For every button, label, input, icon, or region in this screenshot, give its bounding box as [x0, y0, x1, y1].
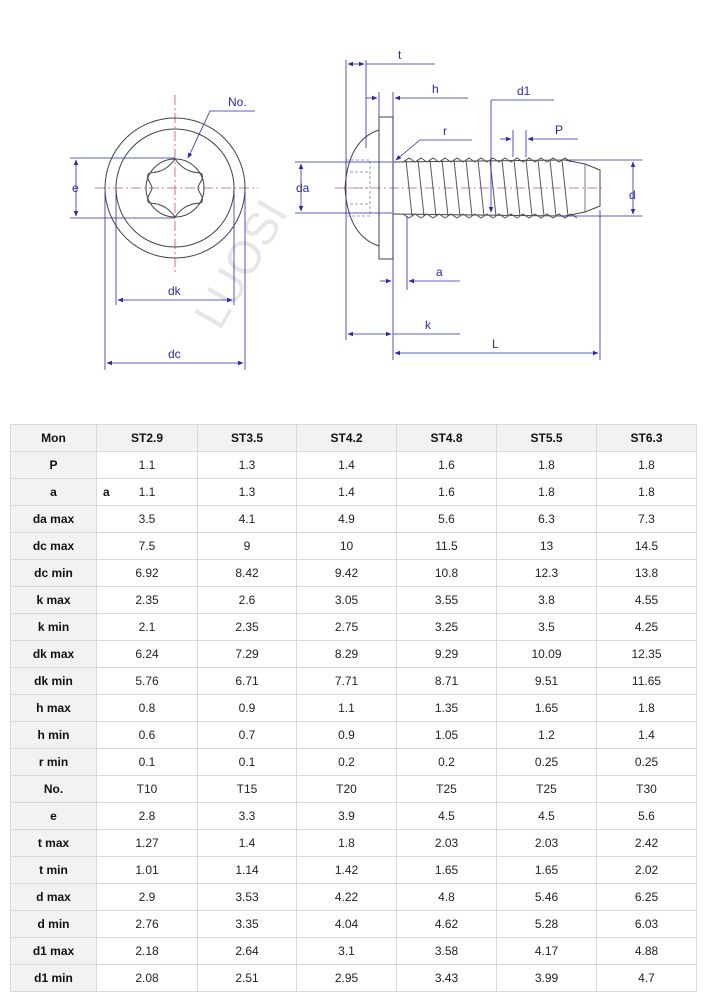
table-row: [11, 749, 697, 776]
table-body: [11, 452, 697, 992]
table-cell: 2.76: [97, 911, 198, 938]
table-cell: 10.09: [497, 641, 597, 668]
table-cell: 5.76: [97, 668, 198, 695]
label-e: e: [72, 181, 79, 195]
spec-table: [10, 424, 697, 992]
table-cell: 9.29: [397, 641, 497, 668]
table-cell: 4.55: [597, 587, 697, 614]
table-cell: 1.35: [397, 695, 497, 722]
table-cell: 2.1: [97, 614, 198, 641]
table-row: [11, 587, 697, 614]
table-row: [11, 911, 697, 938]
row-label: dc max: [11, 533, 97, 560]
label-k: k: [425, 318, 431, 332]
table-cell: 4.62: [397, 911, 497, 938]
label-dk: dk: [168, 284, 181, 298]
table-cell: 12.3: [497, 560, 597, 587]
table-cell: 11.65: [597, 668, 697, 695]
table-cell: 4.25: [597, 614, 697, 641]
table-cell: 1.4: [297, 452, 397, 479]
table-row: [11, 614, 697, 641]
table-cell: 3.58: [397, 938, 497, 965]
table-header-row: [11, 425, 697, 452]
cell-value: 1.1: [138, 485, 156, 499]
table-cell: 1.27: [97, 830, 198, 857]
table-cell: 6.92: [97, 560, 198, 587]
table-cell: 1.4: [597, 722, 697, 749]
label-a: a: [436, 265, 443, 279]
table-cell: 8.42: [198, 560, 297, 587]
table-cell: 13: [497, 533, 597, 560]
side-view: [295, 48, 642, 360]
table-cell: 3.99: [497, 965, 597, 992]
table-cell: 1.6: [397, 452, 497, 479]
table-cell: 0.6: [97, 722, 198, 749]
table-cell: 7.71: [297, 668, 397, 695]
table-cell: 2.03: [397, 830, 497, 857]
header-cell: ST2.9: [97, 425, 198, 452]
table-row: [11, 560, 697, 587]
table-cell: [97, 479, 198, 506]
table-cell: 0.7: [198, 722, 297, 749]
label-dc: dc: [168, 347, 181, 361]
table-cell: T15: [198, 776, 297, 803]
table-cell: 7.29: [198, 641, 297, 668]
table-cell: 1.65: [497, 695, 597, 722]
row-label: h max: [11, 695, 97, 722]
table-cell: 12.35: [597, 641, 697, 668]
table-cell: 1.6: [397, 479, 497, 506]
table-row: [11, 641, 697, 668]
row-label: t min: [11, 857, 97, 884]
table-cell: T25: [397, 776, 497, 803]
table-cell: 6.24: [97, 641, 198, 668]
table-row: [11, 695, 697, 722]
table-cell: 1.1: [97, 452, 198, 479]
table-cell: 7.3: [597, 506, 697, 533]
table-cell: 1.3: [198, 452, 297, 479]
cell-wrapper: [97, 485, 197, 499]
header-cell: ST4.8: [397, 425, 497, 452]
table-cell: 8.71: [397, 668, 497, 695]
table-cell: 3.05: [297, 587, 397, 614]
table-cell: 9.42: [297, 560, 397, 587]
table-cell: 6.25: [597, 884, 697, 911]
table-cell: 6.71: [198, 668, 297, 695]
table-cell: 3.53: [198, 884, 297, 911]
table-row: [11, 452, 697, 479]
table-cell: 9: [198, 533, 297, 560]
table-cell: 4.1: [198, 506, 297, 533]
table-cell: 3.5: [97, 506, 198, 533]
table-cell: 9.51: [497, 668, 597, 695]
table-row: [11, 965, 697, 992]
header-cell: ST5.5: [497, 425, 597, 452]
table-cell: 3.55: [397, 587, 497, 614]
table-cell: 1.3: [198, 479, 297, 506]
row-label: dc min: [11, 560, 97, 587]
table-cell: 1.8: [597, 479, 697, 506]
table-cell: 1.01: [97, 857, 198, 884]
table-cell: 1.05: [397, 722, 497, 749]
row-label: d1 min: [11, 965, 97, 992]
row-label: t max: [11, 830, 97, 857]
table-cell: 4.9: [297, 506, 397, 533]
table-cell: 3.1: [297, 938, 397, 965]
table-cell: 1.8: [597, 452, 697, 479]
table-cell: 0.8: [97, 695, 198, 722]
row-label: P: [11, 452, 97, 479]
row-label: da max: [11, 506, 97, 533]
table-cell: 2.03: [497, 830, 597, 857]
row-label: dk min: [11, 668, 97, 695]
label-P: P: [555, 123, 564, 137]
label-L: L: [492, 337, 499, 351]
header-cell: ST6.3: [597, 425, 697, 452]
table-cell: 4.5: [497, 803, 597, 830]
table-cell: 2.95: [297, 965, 397, 992]
table-cell: 10.8: [397, 560, 497, 587]
table-row: [11, 938, 697, 965]
table-cell: 0.9: [297, 722, 397, 749]
table-cell: 2.35: [97, 587, 198, 614]
table-cell: 4.5: [397, 803, 497, 830]
table-cell: 2.51: [198, 965, 297, 992]
row-label: No.: [11, 776, 97, 803]
table-cell: 8.29: [297, 641, 397, 668]
table-cell: 2.9: [97, 884, 198, 911]
table-cell: 0.1: [198, 749, 297, 776]
table-cell: 1.42: [297, 857, 397, 884]
table-cell: 4.7: [597, 965, 697, 992]
table-row: [11, 803, 697, 830]
table-cell: 1.4: [198, 830, 297, 857]
row-label: dk max: [11, 641, 97, 668]
stray-mark: a: [103, 485, 110, 499]
table-cell: 2.8: [97, 803, 198, 830]
table-cell: 3.35: [198, 911, 297, 938]
label-da: da: [296, 181, 310, 195]
table-cell: 7.5: [97, 533, 198, 560]
row-label: e: [11, 803, 97, 830]
watermark: LUOSI: [183, 191, 298, 337]
table-cell: 2.18: [97, 938, 198, 965]
table-cell: 4.17: [497, 938, 597, 965]
table-row: [11, 857, 697, 884]
table-cell: T25: [497, 776, 597, 803]
table-row: [11, 776, 697, 803]
table-row: [11, 884, 697, 911]
header-cell: ST4.2: [297, 425, 397, 452]
table-cell: 6.03: [597, 911, 697, 938]
table-cell: 1.8: [497, 479, 597, 506]
table-cell: 10: [297, 533, 397, 560]
table-cell: 5.6: [597, 803, 697, 830]
table-cell: 3.25: [397, 614, 497, 641]
table-cell: 2.75: [297, 614, 397, 641]
header-cell: ST3.5: [198, 425, 297, 452]
table-cell: 3.5: [497, 614, 597, 641]
label-t: t: [398, 48, 402, 62]
screw-dimension-drawing: [0, 0, 706, 400]
row-label: d max: [11, 884, 97, 911]
table-cell: 4.22: [297, 884, 397, 911]
table-cell: 0.2: [397, 749, 497, 776]
table-cell: 1.1: [297, 695, 397, 722]
table-cell: 1.65: [397, 857, 497, 884]
table-cell: 3.43: [397, 965, 497, 992]
row-label: r min: [11, 749, 97, 776]
table-cell: 4.8: [397, 884, 497, 911]
table-cell: 2.35: [198, 614, 297, 641]
row-label: k max: [11, 587, 97, 614]
table-cell: 1.8: [297, 830, 397, 857]
label-d: d: [629, 188, 636, 202]
table-cell: 11.5: [397, 533, 497, 560]
table-cell: 0.2: [297, 749, 397, 776]
table-cell: T30: [597, 776, 697, 803]
table-cell: 4.04: [297, 911, 397, 938]
table-cell: 2.42: [597, 830, 697, 857]
row-label: h min: [11, 722, 97, 749]
label-h: h: [432, 82, 439, 96]
table-cell: 1.65: [497, 857, 597, 884]
table-row: [11, 479, 697, 506]
header-cell: Mon: [11, 425, 97, 452]
table-cell: 4.88: [597, 938, 697, 965]
table-cell: 1.4: [297, 479, 397, 506]
table-cell: 5.6: [397, 506, 497, 533]
table-cell: 0.25: [497, 749, 597, 776]
row-label: d min: [11, 911, 97, 938]
table-cell: 2.64: [198, 938, 297, 965]
table-cell: 1.8: [497, 452, 597, 479]
table-cell: 5.28: [497, 911, 597, 938]
row-label: k min: [11, 614, 97, 641]
table-cell: 3.9: [297, 803, 397, 830]
table-cell: 2.08: [97, 965, 198, 992]
table-cell: 2.6: [198, 587, 297, 614]
row-label: d1 max: [11, 938, 97, 965]
table-cell: 0.25: [597, 749, 697, 776]
table-cell: T10: [97, 776, 198, 803]
table-cell: T20: [297, 776, 397, 803]
table-row: [11, 668, 697, 695]
table-cell: 14.5: [597, 533, 697, 560]
technical-drawing: [0, 0, 706, 400]
table-cell: 3.3: [198, 803, 297, 830]
table-cell: 3.8: [497, 587, 597, 614]
table-row: [11, 533, 697, 560]
table-cell: 2.02: [597, 857, 697, 884]
table-cell: 5.46: [497, 884, 597, 911]
label-d1: d1: [517, 84, 531, 98]
label-drive-no: No.: [228, 95, 247, 109]
table-cell: 6.3: [497, 506, 597, 533]
table-cell: 13.8: [597, 560, 697, 587]
table-cell: 0.1: [97, 749, 198, 776]
table-cell: 0.9: [198, 695, 297, 722]
table-row: [11, 830, 697, 857]
table-cell: 1.14: [198, 857, 297, 884]
table-cell: 1.2: [497, 722, 597, 749]
label-r: r: [443, 124, 447, 138]
row-label: a: [11, 479, 97, 506]
table-row: [11, 722, 697, 749]
table-cell: 1.8: [597, 695, 697, 722]
table-row: [11, 506, 697, 533]
